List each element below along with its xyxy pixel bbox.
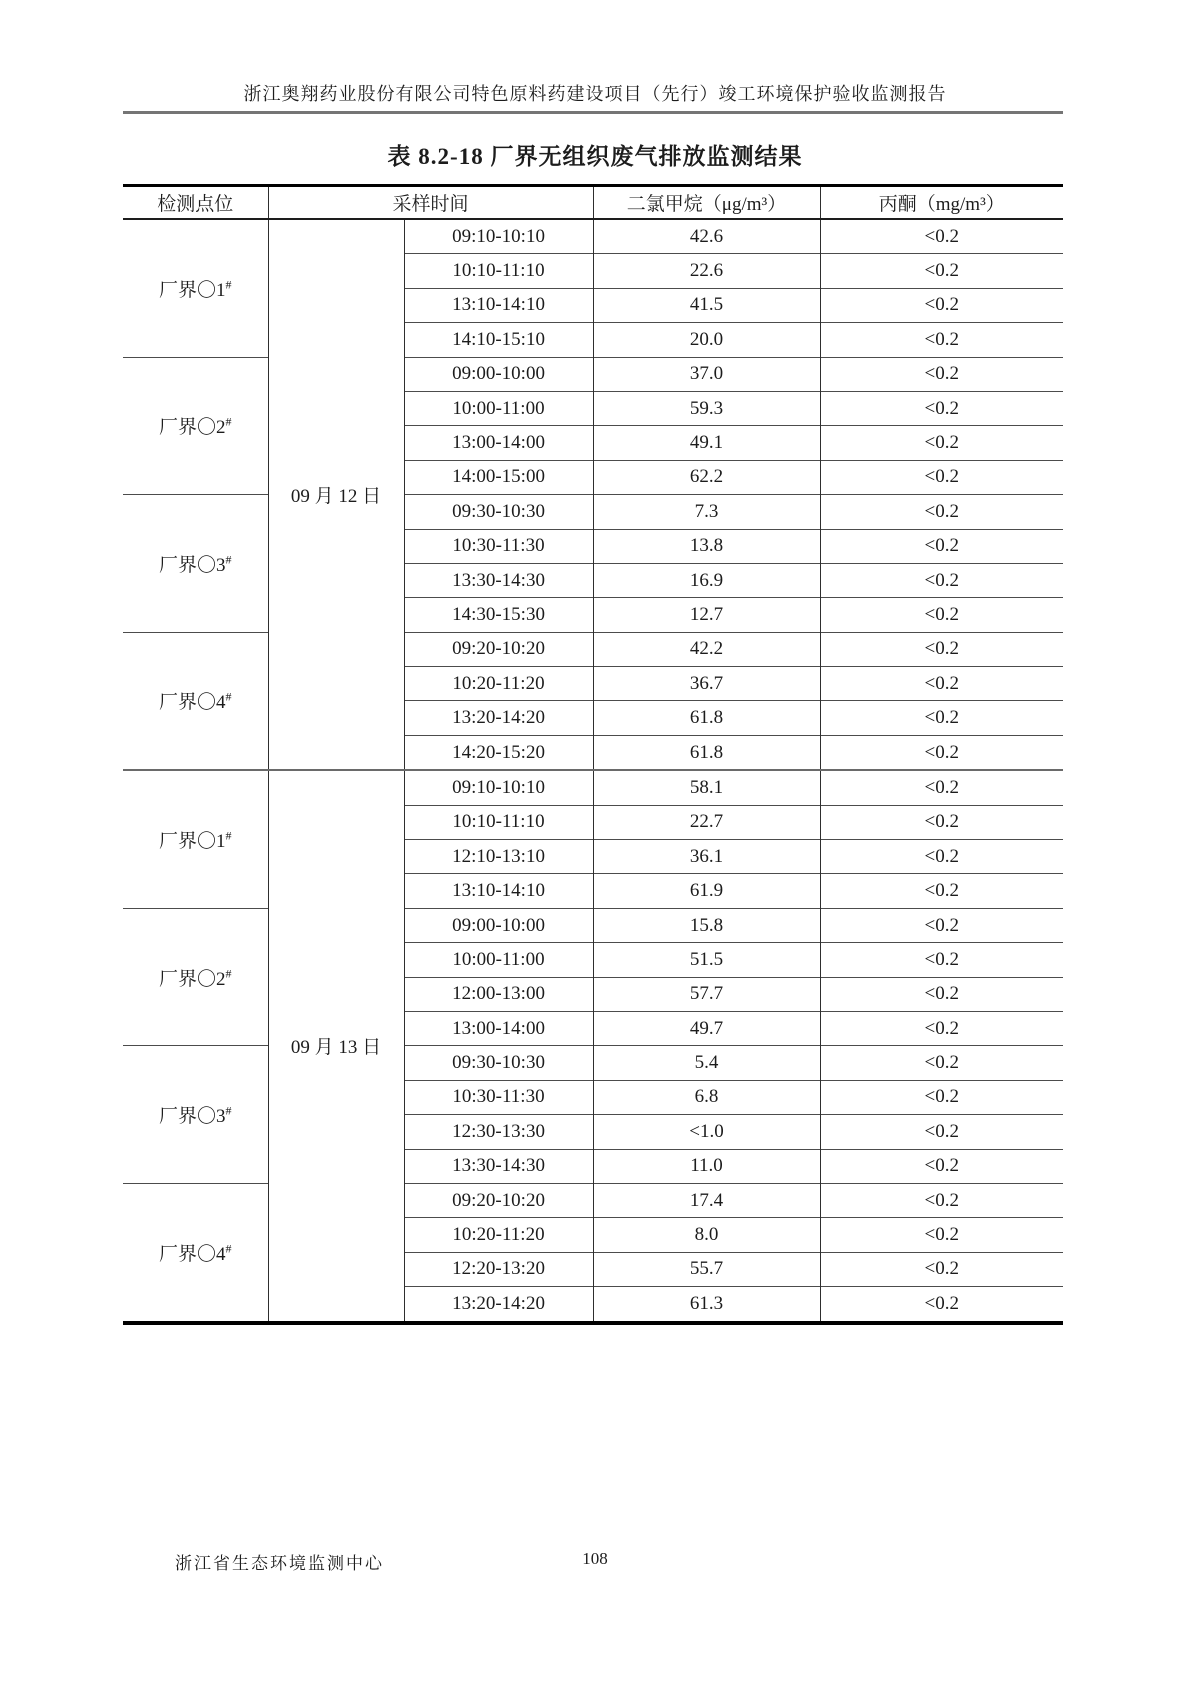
- sampling-time-cell: 13:10-14:10: [404, 874, 593, 908]
- sampling-time-cell: 10:10-11:10: [404, 254, 593, 288]
- acetone-value-cell: <0.2: [820, 1287, 1063, 1323]
- table-row: [123, 770, 1063, 805]
- monitoring-point-cell: [123, 357, 268, 495]
- sampling-time-cell: 09:20-10:20: [404, 632, 593, 666]
- dichloromethane-value-cell: 41.5: [593, 288, 820, 322]
- sampling-time-cell: 10:00-11:00: [404, 391, 593, 425]
- monitoring-point-label: 厂界〇3: [158, 554, 226, 576]
- acetone-value-cell: <0.2: [820, 357, 1063, 391]
- sampling-time-cell: 09:30-10:30: [404, 495, 593, 529]
- acetone-value-cell: <0.2: [820, 805, 1063, 839]
- monitoring-point-label: 厂界〇4: [158, 1243, 226, 1265]
- acetone-value-cell: <0.2: [820, 1080, 1063, 1114]
- dichloromethane-value-cell: 36.7: [593, 667, 820, 701]
- table-header-row: [123, 186, 1063, 220]
- monitoring-table-body: [123, 219, 1063, 1323]
- sampling-date-cell: 09 月 13 日: [268, 770, 404, 1322]
- sampling-time-cell: 10:30-11:30: [404, 529, 593, 563]
- column-header-acetone: 丙酮（mg/m³）: [820, 186, 1063, 220]
- point-number-superscript: #: [225, 690, 232, 705]
- sampling-time-cell: 09:00-10:00: [404, 357, 593, 391]
- sampling-time-cell: 14:10-15:10: [404, 323, 593, 357]
- table-title: 表 8.2-18 厂界无组织废气排放监测结果: [387, 144, 803, 169]
- point-number-superscript: #: [225, 828, 232, 843]
- dichloromethane-value-cell: 8.0: [593, 1218, 820, 1252]
- dichloromethane-value-cell: 20.0: [593, 323, 820, 357]
- monitoring-point-label: 厂界〇2: [158, 417, 226, 439]
- dichloromethane-value-cell: 5.4: [593, 1046, 820, 1080]
- monitoring-point-label: 厂界〇1: [158, 831, 226, 853]
- monitoring-point-cell: [123, 632, 268, 770]
- sampling-time-cell: 13:00-14:00: [404, 426, 593, 460]
- sampling-time-cell: 14:00-15:00: [404, 460, 593, 494]
- sampling-time-cell: 14:20-15:20: [404, 735, 593, 770]
- sampling-time-cell: 13:10-14:10: [404, 288, 593, 322]
- dichloromethane-value-cell: 7.3: [593, 495, 820, 529]
- dichloromethane-value-cell: 11.0: [593, 1149, 820, 1183]
- dichloromethane-value-cell: 17.4: [593, 1183, 820, 1217]
- sampling-time-cell: 12:20-13:20: [404, 1252, 593, 1286]
- column-header-sampling-time: 采样时间: [268, 186, 593, 220]
- dichloromethane-value-cell: 37.0: [593, 357, 820, 391]
- point-number-superscript: #: [225, 1241, 232, 1256]
- dichloromethane-value-cell: 62.2: [593, 460, 820, 494]
- table-row: [123, 1046, 1063, 1080]
- sampling-time-cell: 13:20-14:20: [404, 701, 593, 735]
- acetone-value-cell: <0.2: [820, 770, 1063, 805]
- sampling-time-cell: 09:20-10:20: [404, 1183, 593, 1217]
- column-header-monitoring-point: 检测点位: [123, 186, 268, 220]
- acetone-value-cell: <0.2: [820, 840, 1063, 874]
- sampling-time-cell: 10:00-11:00: [404, 943, 593, 977]
- point-number-superscript: #: [225, 552, 232, 567]
- dichloromethane-value-cell: 15.8: [593, 908, 820, 942]
- acetone-value-cell: <0.2: [820, 1046, 1063, 1080]
- dichloromethane-value-cell: 61.8: [593, 701, 820, 735]
- dichloromethane-value-cell: 58.1: [593, 770, 820, 805]
- dichloromethane-value-cell: 49.1: [593, 426, 820, 460]
- acetone-value-cell: <0.2: [820, 908, 1063, 942]
- sampling-time-cell: 09:30-10:30: [404, 1046, 593, 1080]
- table-row: [123, 495, 1063, 529]
- dichloromethane-value-cell: 12.7: [593, 598, 820, 632]
- acetone-value-cell: <0.2: [820, 323, 1063, 357]
- acetone-value-cell: <0.2: [820, 495, 1063, 529]
- sampling-time-cell: 13:00-14:00: [404, 1011, 593, 1045]
- sampling-time-cell: 13:30-14:30: [404, 563, 593, 597]
- acetone-value-cell: <0.2: [820, 1149, 1063, 1183]
- monitoring-point-cell: [123, 1183, 268, 1322]
- sampling-time-cell: 09:00-10:00: [404, 908, 593, 942]
- monitoring-point-cell: [123, 908, 268, 1046]
- dichloromethane-value-cell: 6.8: [593, 1080, 820, 1114]
- acetone-value-cell: <0.2: [820, 1011, 1063, 1045]
- acetone-value-cell: <0.2: [820, 1115, 1063, 1149]
- acetone-value-cell: <0.2: [820, 426, 1063, 460]
- point-number-superscript: #: [225, 1103, 232, 1118]
- acetone-value-cell: <0.2: [820, 219, 1063, 254]
- acetone-value-cell: <0.2: [820, 701, 1063, 735]
- acetone-value-cell: <0.2: [820, 288, 1063, 322]
- monitoring-point-cell: [123, 495, 268, 633]
- sampling-time-cell: 09:10-10:10: [404, 770, 593, 805]
- dichloromethane-value-cell: <1.0: [593, 1115, 820, 1149]
- point-number-superscript: #: [225, 277, 232, 292]
- sampling-time-cell: 09:10-10:10: [404, 219, 593, 254]
- acetone-value-cell: <0.2: [820, 874, 1063, 908]
- acetone-value-cell: <0.2: [820, 460, 1063, 494]
- table-row: [123, 1183, 1063, 1217]
- footer-organization: 浙江省生态环境监测中心: [175, 1554, 384, 1573]
- acetone-value-cell: <0.2: [820, 529, 1063, 563]
- sampling-time-cell: 10:20-11:20: [404, 667, 593, 701]
- sampling-time-cell: 12:00-13:00: [404, 977, 593, 1011]
- dichloromethane-value-cell: 42.2: [593, 632, 820, 666]
- dichloromethane-value-cell: 22.6: [593, 254, 820, 288]
- dichloromethane-value-cell: 61.8: [593, 735, 820, 770]
- monitoring-point-cell: [123, 770, 268, 908]
- acetone-value-cell: <0.2: [820, 977, 1063, 1011]
- monitoring-point-label: 厂界〇4: [158, 692, 226, 714]
- sampling-time-cell: 14:30-15:30: [404, 598, 593, 632]
- monitoring-point-label: 厂界〇3: [158, 1106, 226, 1128]
- dichloromethane-value-cell: 59.3: [593, 391, 820, 425]
- sampling-time-cell: 10:10-11:10: [404, 805, 593, 839]
- sampling-time-cell: 10:20-11:20: [404, 1218, 593, 1252]
- dichloromethane-value-cell: 16.9: [593, 563, 820, 597]
- acetone-value-cell: <0.2: [820, 667, 1063, 701]
- dichloromethane-value-cell: 22.7: [593, 805, 820, 839]
- monitoring-point-cell: [123, 219, 268, 357]
- sampling-time-cell: 13:20-14:20: [404, 1287, 593, 1323]
- monitoring-point-label: 厂界〇2: [158, 968, 226, 990]
- sampling-time-cell: 13:30-14:30: [404, 1149, 593, 1183]
- sampling-time-cell: 12:30-13:30: [404, 1115, 593, 1149]
- acetone-value-cell: <0.2: [820, 254, 1063, 288]
- sampling-time-cell: 10:30-11:30: [404, 1080, 593, 1114]
- acetone-value-cell: <0.2: [820, 1252, 1063, 1286]
- table-row: [123, 632, 1063, 666]
- table-row: [123, 219, 1063, 254]
- dichloromethane-value-cell: 42.6: [593, 219, 820, 254]
- running-header: 浙江奥翔药业股份有限公司特色原料药建设项目（先行）竣工环境保护验收监测报告: [243, 84, 947, 104]
- dichloromethane-value-cell: 55.7: [593, 1252, 820, 1286]
- dichloromethane-value-cell: 51.5: [593, 943, 820, 977]
- point-number-superscript: #: [225, 415, 232, 430]
- acetone-value-cell: <0.2: [820, 563, 1063, 597]
- acetone-value-cell: <0.2: [820, 1183, 1063, 1217]
- acetone-value-cell: <0.2: [820, 943, 1063, 977]
- dichloromethane-value-cell: 49.7: [593, 1011, 820, 1045]
- dichloromethane-value-cell: 61.3: [593, 1287, 820, 1323]
- table-row: [123, 357, 1063, 391]
- dichloromethane-value-cell: 61.9: [593, 874, 820, 908]
- acetone-value-cell: <0.2: [820, 632, 1063, 666]
- table-row: [123, 908, 1063, 942]
- monitoring-point-label: 厂界〇1: [158, 279, 226, 301]
- acetone-value-cell: <0.2: [820, 598, 1063, 632]
- acetone-value-cell: <0.2: [820, 1218, 1063, 1252]
- dichloromethane-value-cell: 36.1: [593, 840, 820, 874]
- page-number: 108: [582, 1549, 608, 1568]
- dichloromethane-value-cell: 57.7: [593, 977, 820, 1011]
- point-number-superscript: #: [225, 966, 232, 981]
- monitoring-results-table: [123, 184, 1063, 1325]
- acetone-value-cell: <0.2: [820, 391, 1063, 425]
- monitoring-point-cell: [123, 1046, 268, 1184]
- dichloromethane-value-cell: 13.8: [593, 529, 820, 563]
- sampling-time-cell: 12:10-13:10: [404, 840, 593, 874]
- sampling-date-cell: 09 月 12 日: [268, 219, 404, 770]
- acetone-value-cell: <0.2: [820, 735, 1063, 770]
- column-header-dichloromethane: 二氯甲烷（μg/m³）: [593, 186, 820, 220]
- header-rule: [123, 111, 1063, 114]
